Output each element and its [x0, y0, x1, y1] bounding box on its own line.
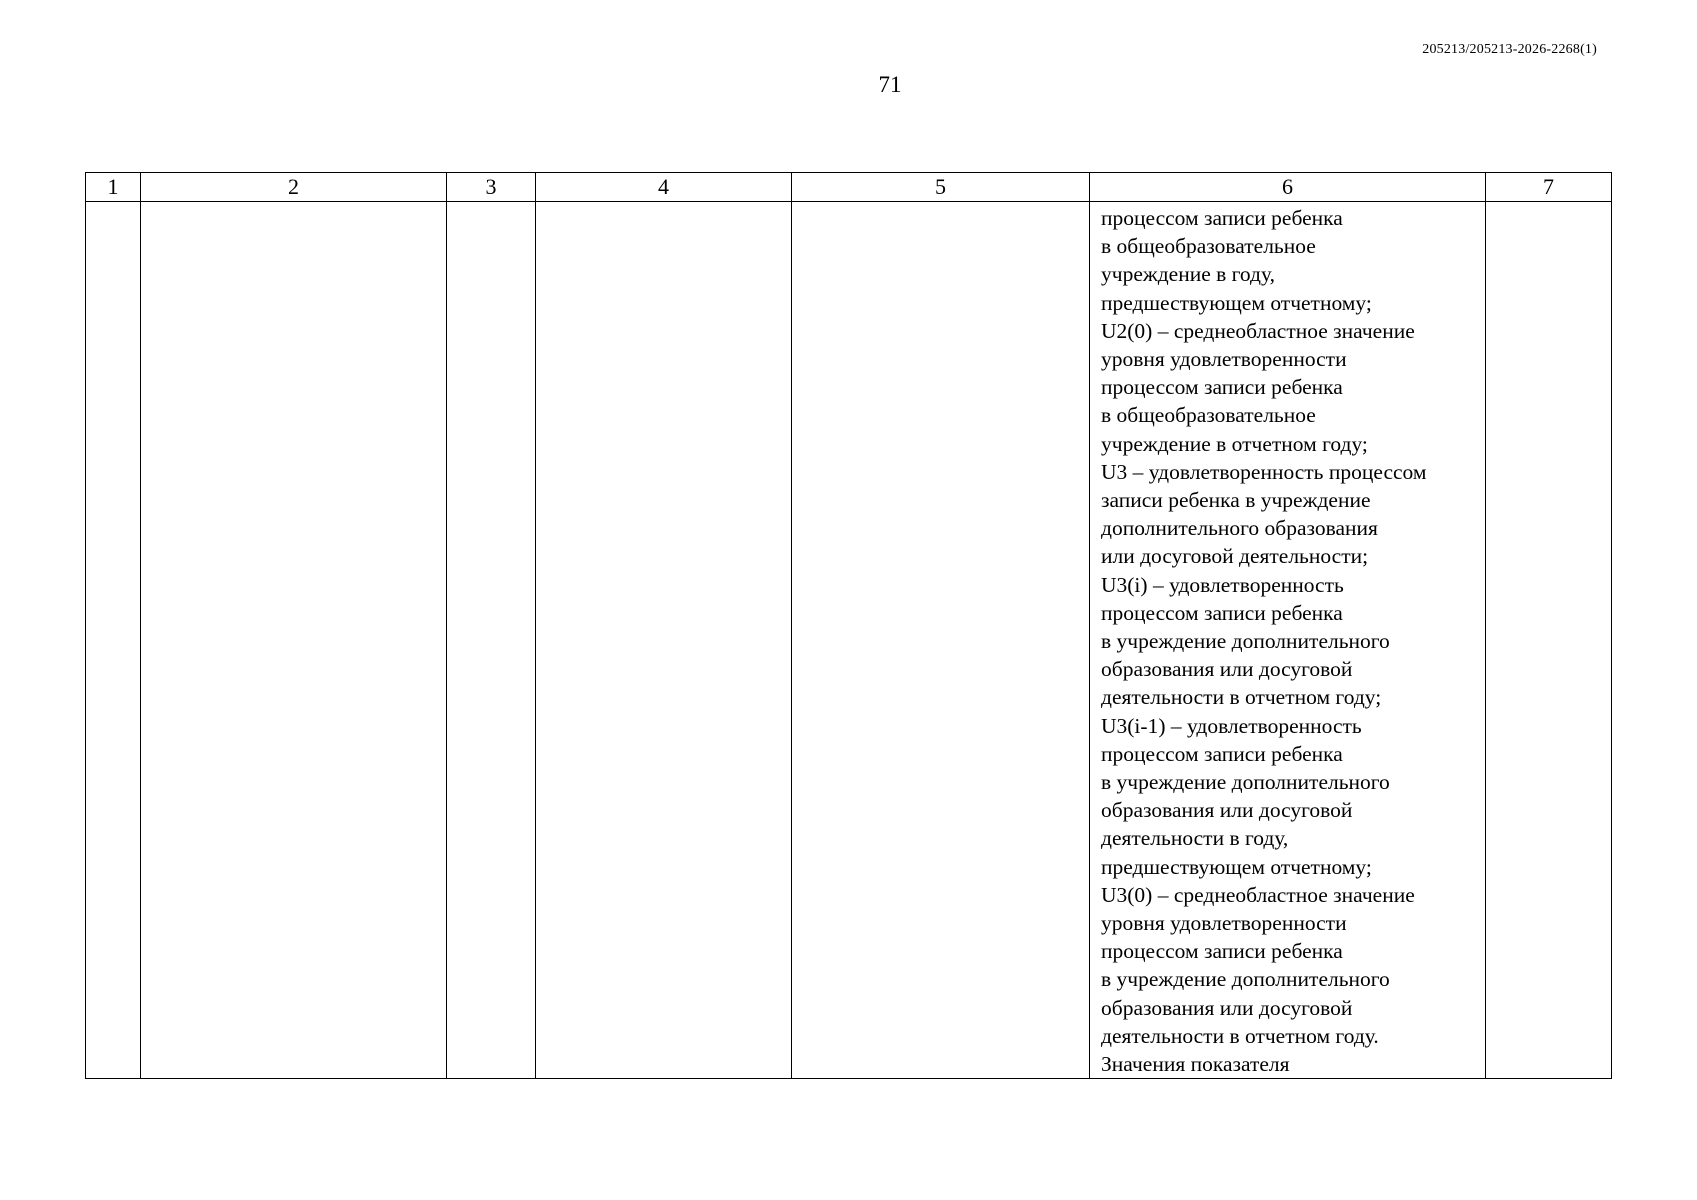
column-6-text-line: процессом записи ребенка: [1101, 939, 1343, 964]
column-6-text-line: записи ребенка в учреждение: [1101, 488, 1371, 513]
column-header-1: 1: [86, 173, 141, 202]
column-6-text-line: деятельности в отчетном году.: [1101, 1023, 1379, 1048]
column-6-text-line: образования или досуговой: [1101, 657, 1353, 682]
column-6-text-line: предшествующем отчетному;: [1101, 290, 1372, 315]
column-6-text-line: процессом записи ребенка: [1101, 375, 1343, 400]
document-table-container: [85, 172, 1611, 1079]
column-header-3: 3: [447, 173, 536, 202]
column-6-text-line: процессом записи ребенка: [1101, 206, 1343, 230]
column-6-text-line: U3(i-1) – удовлетворенность: [1101, 713, 1362, 738]
column-6-text-line: предшествующем отчетному;: [1101, 854, 1372, 879]
column-6-text-line: в общеобразовательное: [1101, 234, 1316, 259]
cell-col-4: [536, 202, 792, 1079]
cell-col-1: [86, 202, 141, 1079]
column-header-7: 7: [1486, 173, 1612, 202]
column-6-text-line: процессом записи ребенка: [1101, 600, 1343, 625]
column-header-2: 2: [141, 173, 447, 202]
document-id: 205213/205213-2026-2268(1): [1422, 42, 1597, 57]
column-6-text-line: деятельности в отчетном году;: [1101, 685, 1382, 710]
table-row: [86, 202, 1612, 1079]
document-table: [85, 172, 1612, 1079]
column-6-text-line: уровня удовлетворенности: [1101, 347, 1347, 372]
cell-col-6: [1090, 202, 1486, 1079]
page-number: 71: [878, 72, 902, 97]
column-header-5: 5: [792, 173, 1090, 202]
cell-col-2: [141, 202, 447, 1079]
cell-col-7: [1486, 202, 1612, 1079]
column-header-6: 6: [1090, 173, 1486, 202]
column-6-text-line: деятельности в году,: [1101, 826, 1289, 851]
column-6-text-line: уровня удовлетворенности: [1101, 911, 1347, 936]
cell-col-3: [447, 202, 536, 1079]
cell-col-5: [792, 202, 1090, 1079]
column-6-text-line: U2(0) – среднеобластное значение: [1101, 318, 1415, 343]
column-6-text-line: в общеобразовательное: [1101, 403, 1316, 428]
column-6-text-line: или досуговой деятельности;: [1101, 544, 1369, 569]
column-6-text-line: U3(0) – среднеобластное значение: [1101, 882, 1415, 907]
column-6-text-line: учреждение в году,: [1101, 262, 1275, 287]
column-6-text-line: U3(i) – удовлетворенность: [1101, 572, 1344, 597]
column-6-text-line: U3 – удовлетворенность процессом: [1101, 459, 1427, 484]
column-header-4: 4: [536, 173, 792, 202]
column-6-text-line: в учреждение дополнительного: [1101, 629, 1390, 654]
column-6-text-line: процессом записи ребенка: [1101, 741, 1343, 766]
table-header-row: [86, 173, 1612, 202]
column-6-text-line: учреждение в отчетном году;: [1101, 431, 1368, 456]
column-6-text-line: в учреждение дополнительного: [1101, 967, 1390, 992]
column-6-text-line: образования или досуговой: [1101, 798, 1353, 823]
column-6-text-line: Значения показателя: [1101, 1052, 1290, 1077]
column-6-text-line: образования или досуговой: [1101, 995, 1353, 1020]
column-6-text-line: в учреждение дополнительного: [1101, 770, 1390, 795]
column-6-text-line: дополнительного образования: [1101, 516, 1378, 541]
column-6-text: [1090, 202, 1485, 1078]
